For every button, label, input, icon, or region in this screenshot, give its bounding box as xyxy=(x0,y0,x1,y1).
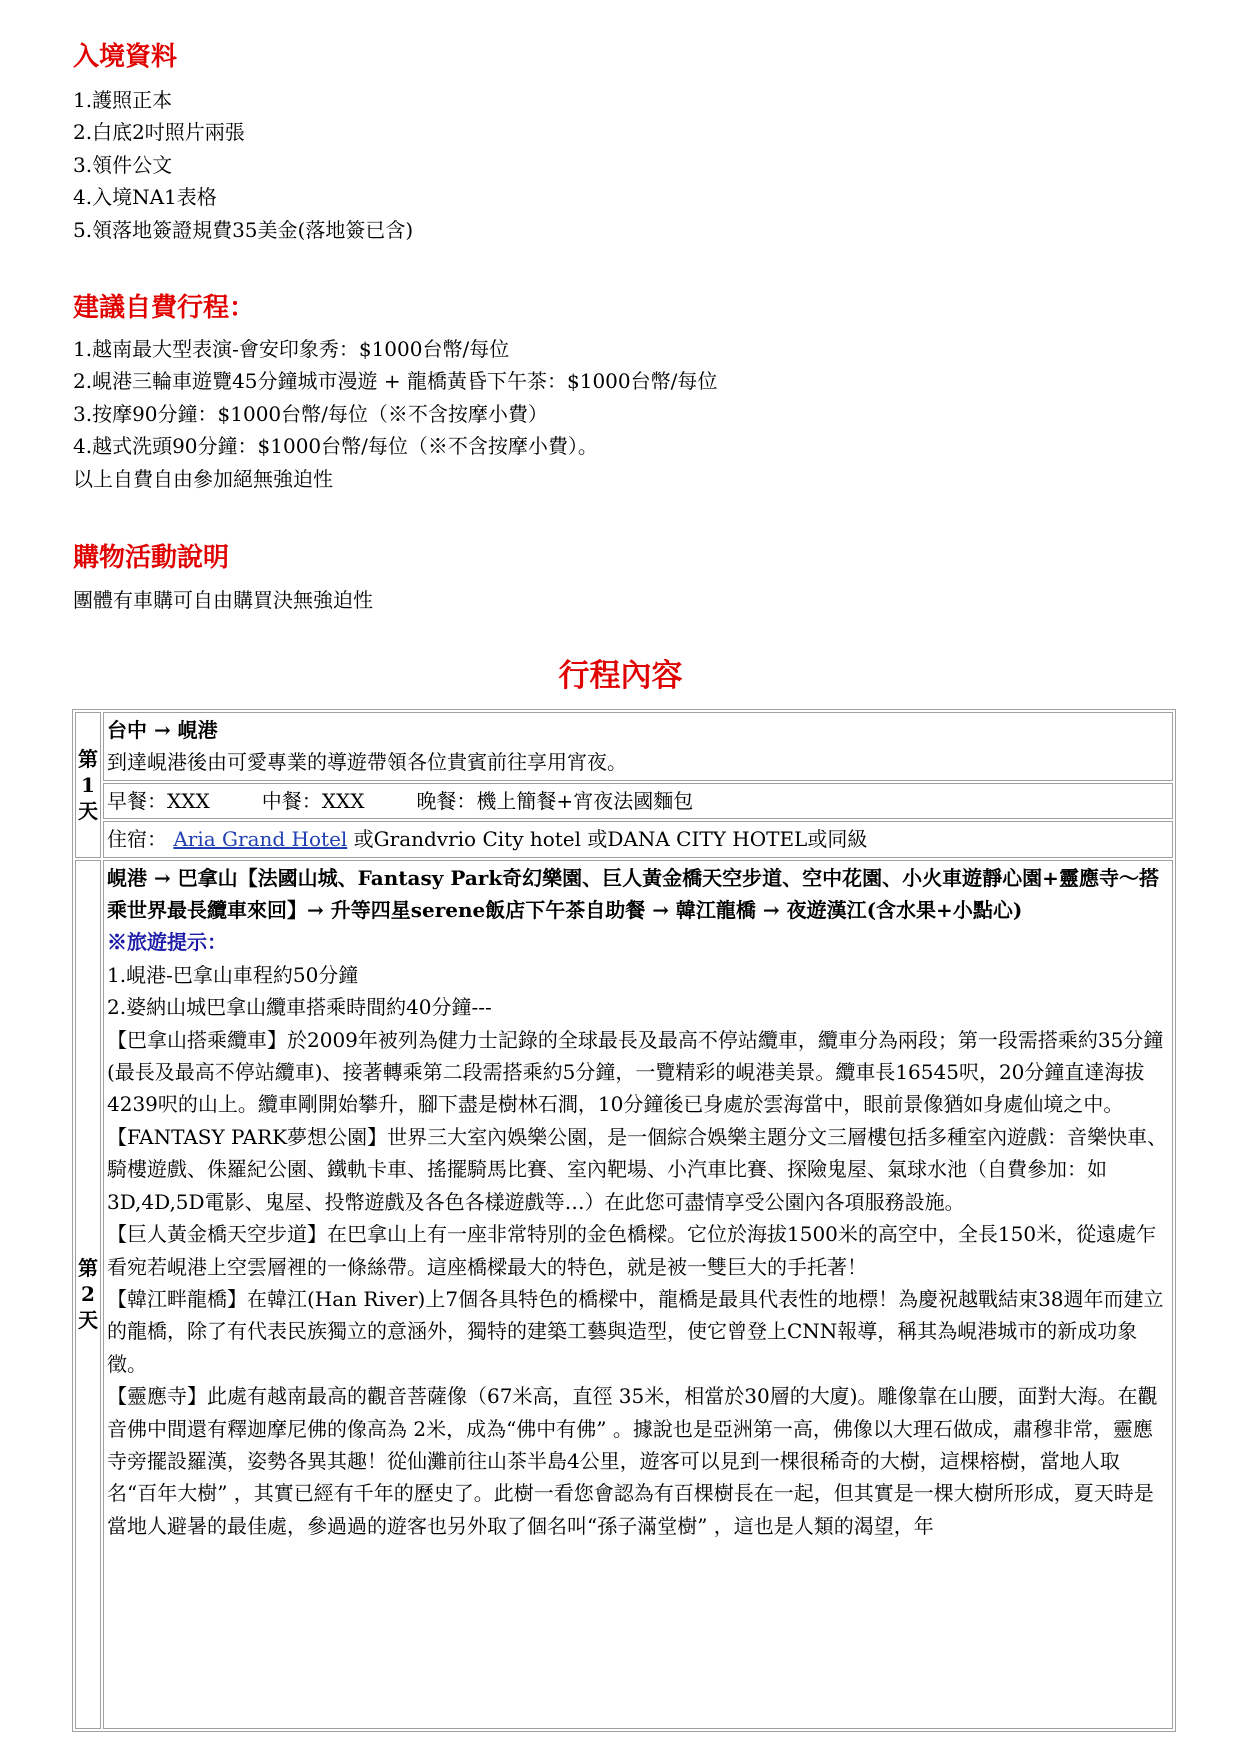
lunch: 中餐：XXX xyxy=(261,788,365,813)
shopping-section xyxy=(73,584,373,616)
day1-route: 台中 → 峴港 xyxy=(107,718,218,742)
tip-title: ※旅遊提示： xyxy=(107,930,227,955)
dinner: 晚餐：機上簡餐+宵夜法國麵包 xyxy=(416,788,694,813)
tip-item: 1.峴港-巴拿山車程約50分鐘 xyxy=(107,962,359,987)
day2-content xyxy=(107,862,1169,1727)
breakfast: 早餐：XXX xyxy=(107,788,210,813)
shopping-title: 購物活動說明 xyxy=(73,543,230,573)
optional-title: 建議自費行程： xyxy=(73,293,256,323)
day2-route: 峴港 → 巴拿山【法國山城、Fantasy Park奇幻樂園、巨人黃金橋天空步道、空中花園、小火車遊靜心園+靈應寺～搭乘世界最長纜車來回】→ 升等四星serene飯店下午茶自助餐 → 韓江龍橋 → 夜遊漢江(含水果+小點心) xyxy=(107,865,1159,923)
hotel-suffix: 或Grandvrio City hotel 或DANA CITY HOTEL或同級 xyxy=(353,827,868,852)
entry-item: 3.領件公文 xyxy=(73,152,173,177)
itinerary-table xyxy=(72,709,1176,1732)
tip-item: 2.婆納山城巴拿山纜車搭乘時間約40分鐘--- xyxy=(107,995,492,1020)
optional-item: 3.按摩90分鐘：$1000台幣/每位（※不含按摩小費） xyxy=(73,401,548,426)
optional-item: 4.越式洗頭90分鐘：$1000台幣/每位（※不含按摩小費）。 xyxy=(73,434,598,459)
day-label: 第 2 天 xyxy=(75,860,101,1729)
shopping-text: 團體有車購可自由購買決無強迫性 xyxy=(73,588,373,612)
itinerary-title: 行程內容 xyxy=(558,658,683,694)
day1-main-cell xyxy=(103,712,1173,781)
attraction-paragraph: 【韓江畔龍橋】在韓江(Han River)上7個各具特色的橋樑中，龍橋是最具代表性的地標！為慶祝越戰結束38週年而建立的龍橋，除了有代表民族獨立的意涵外，獨特的建築工藝與造型，使它曾登上CNN報導，稱其為峴港城市的新成功象徵。 xyxy=(107,1286,1164,1376)
hotel-prefix: 住宿： xyxy=(107,827,167,852)
entry-title: 入境資料 xyxy=(73,42,178,72)
optional-item: 2.峴港三輪車遊覽45分鐘城市漫遊 + 龍橋黃昏下午茶：$1000台幣/每位 xyxy=(73,369,718,394)
day2-cell xyxy=(103,860,1173,1729)
entry-item: 1.護照正本 xyxy=(73,88,173,112)
optional-note: 以上自費自由參加絕無強迫性 xyxy=(73,466,333,491)
attraction-paragraph: 【巨人黃金橋天空步道】在巴拿山上有一座非常特別的金色橋樑。它位於海拔1500米的高空中，全長150米，從遠處乍看宛若峴港上空雲層裡的一條絲帶。這座橋樑最大的特色，就是被一雙巨大的手托著！ xyxy=(107,1222,1157,1279)
day1-meals xyxy=(103,783,1173,819)
attraction-paragraph: 【靈應寺】此處有越南最高的觀音菩薩像（67米高，直徑 35米，相當於30層的大廈)。雕像靠在山腰，面對大海。在觀音佛中間還有釋迦摩尼佛的像高為 2米，成為“佛中有佛” 。據說也是亞洲第一高，佛像以大理石做成，肅穆非常，靈應寺旁擺設羅漢，姿勢各異其趣！從仙灘前往山茶半島4公里，遊客可以見到一棵很稀奇的大樹，這棵榕樹，當地人取名“百年大樹” ，其實已經有千年的歷史了。此樹一看您會認為有百棵樹長在一起，但其實是一棵大樹所形成，夏天時是當地人避暑的最佳處，參過過的遊客也另外取了個名叫“孫子滿堂樹” ，這也是人類的渴望，年 xyxy=(107,1384,1158,1538)
entry-list xyxy=(73,84,413,246)
optional-item: 1.越南最大型表演-會安印象秀：$1000台幣/每位 xyxy=(73,337,510,361)
entry-item: 4.入境NA1表格 xyxy=(73,185,217,210)
day-label: 第 1 天 xyxy=(75,712,101,858)
day1-hotel xyxy=(103,821,1173,857)
entry-item: 5.領落地簽證規費35美金(落地簽已含) xyxy=(73,217,414,242)
optional-list xyxy=(73,333,717,495)
hotel-link[interactable]: Aria Grand Hotel xyxy=(173,827,348,852)
attraction-paragraph: 【FANTASY PARK夢想公園】世界三大室內娛樂公園，是一個綜合娛樂主題分文三層樓包括多種室內遊戲：音樂快車、騎樓遊戲、侏羅紀公園、鐵軌卡車、搖擺騎馬比賽、室內靶場、小汽車比賽、探險鬼屋、氣球水池（自費參加：如3D,4D,5D電影、鬼屋、投幣遊戲及各色各樣遊戲等…）在此您可盡情享受公園內各項服務設施。 xyxy=(107,1124,1168,1214)
entry-item: 2.白底2吋照片兩張 xyxy=(73,120,245,145)
day1-description: 到達峴港後由可愛專業的導遊帶領各位貴賓前往享用宵夜。 xyxy=(107,750,627,775)
attraction-paragraph: 【巴拿山搭乘纜車】於2009年被列為健力士記錄的全球最長及最高不停站纜車，纜車分為兩段；第一段需搭乘約35分鐘(最長及最高不停站纜車)、接著轉乘第二段需搭乘約5分鐘，一覽精彩的峴港美景。纜車長16545呎，20分鐘直達海拔4239呎的山上。纜車剛開始攀升，腳下盡是樹林石澗，10分鐘後已身處於雲海當中，眼前景像猶如身處仙境之中。 xyxy=(107,1027,1164,1117)
